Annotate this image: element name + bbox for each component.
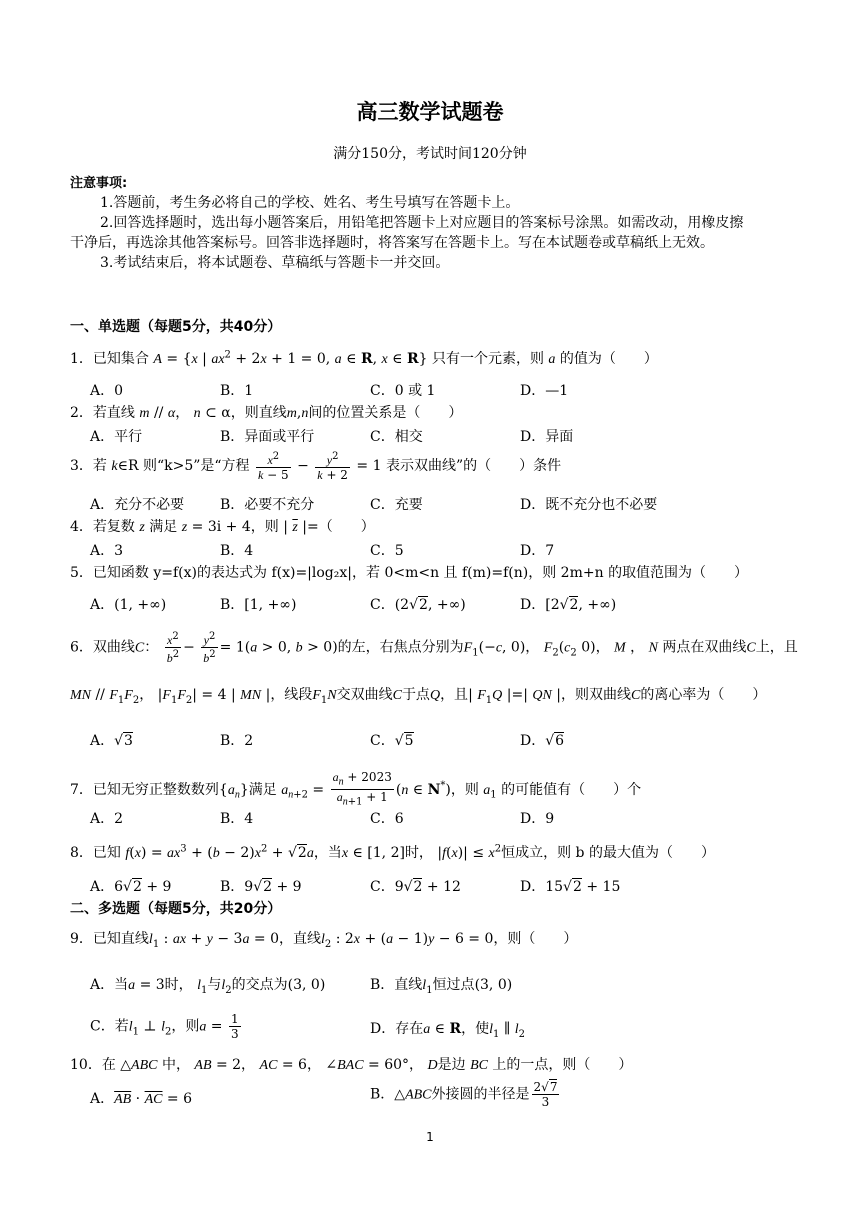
page-number: 1 <box>426 1130 434 1144</box>
q2-option-a: A．平行 <box>90 429 143 445</box>
q5-option-a: A．(1, +∞) <box>90 597 167 613</box>
q9-option-b: B．直线$l_1$恒过点(3, 0) <box>370 977 513 996</box>
notice-item-2: 2.回答选择题时，选出每小题答案后，用铅笔把答题卡上对应题目的答案标号涂黑。如需改动，用橡皮擦 <box>100 215 744 231</box>
q3-option-a: A．充分不必要 <box>90 497 185 513</box>
notice-heading: 注意事项: <box>70 176 128 191</box>
q9-option-a: A．当a = 3时， $l_1$与$l_2$的交点为(3, 0) <box>90 977 326 996</box>
q8-option-b: B．9√2 + 9 <box>220 879 302 895</box>
q7-option-a: A．2 <box>90 811 124 827</box>
q2-option-b: B．异面或平行 <box>220 429 315 445</box>
question-7: 7．已知无穷正整数数列$\{a_n\}$满足 $a_{n+2}$ = $\frac{a_n + 2023}{a_{n+1} + 1}$ (n ∈ N*)，则 $a_1$ 的可能值有（ ）个 <box>70 770 642 808</box>
q7-option-d: D．9 <box>520 811 555 827</box>
q6-option-b: B．2 <box>220 733 254 749</box>
q5-option-b: B．[1, +∞) <box>220 597 297 613</box>
q7-option-b: B．4 <box>220 811 254 827</box>
notice-item-2-cont: 干净后，再选涂其他答案标号。回答非选择题时，将答案写在答题卡上。写在本试题卷或草稿纸上无效。 <box>70 235 714 251</box>
q6-option-a: A．√3 <box>90 733 133 749</box>
q4-option-d: D．7 <box>520 543 555 559</box>
q2-option-c: C．相交 <box>370 429 423 445</box>
question-6: 6．双曲线C： $\frac{x^2}{b^2}$ − $\frac{y^2}{b^2}$ = 1(a > 0, b > 0)的左，右焦点分别为$F_1(-c$, 0)， $F_2(c_2$ 0)， M ， N 两点在双曲线C上，且 <box>70 631 798 665</box>
question-3: 3．若 k∈R 则“k>5”是“方程 $\frac{x^2}{k - 5}$ − $\frac{y^2}{k + 2}$ = 1 表示双曲线”的（ ）条件 <box>70 451 562 482</box>
q6-option-d: D．√6 <box>520 733 565 749</box>
question-2: 2．若直线 m // α， n ⊂ α，则直线m,n间的位置关系是（ ） <box>70 405 463 421</box>
q1-option-c: C．0 或 1 <box>370 383 436 399</box>
exam-info: 满分150分，考试时间120分钟 <box>333 146 527 162</box>
q9-option-c: C．若$l_1$ ⊥ $l_2$，则a = $\frac{1}{3}$ <box>90 1012 239 1041</box>
question-8: 8．已知 $f(x) = ax^3 + (b - 2)x^2 + √2a$，当x ∈ [1, 2]时， $|f(x)| \le x^2$恒成立，则 b 的最大值为（ ） <box>70 843 715 861</box>
q7-option-c: C．6 <box>370 811 404 827</box>
q8-option-d: D．15√2 + 15 <box>520 879 621 895</box>
q6-option-c: C．√5 <box>370 733 414 749</box>
q10-option-a: A．$\overline{AB} \cdot \overline{AC} = 6$ <box>90 1091 193 1107</box>
section-multi-choice: 二、多选题（每题5分，共20分） <box>70 901 282 917</box>
question-1: 1．已知集合 A = {x | $ax^2 + 2x + 1 = 0$, a ∈ R, x ∈ R} 只有一个元素，则 a 的值为（ ） <box>70 349 658 367</box>
question-10: 10．在 △ABC 中， AB = 2， AC = 6， ∠BAC = 60°， D是边 BC 上的一点，则（ ） <box>70 1057 633 1073</box>
q5-option-c: C．(2√2, +∞) <box>370 597 466 613</box>
q4-option-c: C．5 <box>370 543 404 559</box>
question-6-line-2: MN // $F_1F_2$， $|F_1F_2| = 4$ | MN |，线段$F_1N$交双曲线C于点Q，且| $F_1Q$ |=| QN |，则双曲线C的离心率为（ ） <box>70 687 767 706</box>
q1-option-a: A．0 <box>90 383 124 399</box>
notice-item-3: 3.考试结束后，将本试题卷、草稿纸与答题卡一并交回。 <box>100 255 450 271</box>
q2-option-d: D．异面 <box>520 429 574 445</box>
q8-option-c: C．9√2 + 12 <box>370 879 461 895</box>
q4-option-b: B．4 <box>220 543 254 559</box>
q4-option-a: A．3 <box>90 543 124 559</box>
q10-option-b: B．△ABC外接圆的半径是 $\frac{2√7}{3}$ <box>370 1080 558 1109</box>
q1-option-b: B．1 <box>220 383 254 399</box>
page-title: 高三数学试题卷 <box>356 100 504 124</box>
q5-option-d: D．[2√2, +∞) <box>520 597 617 613</box>
q3-option-d: D．既不充分也不必要 <box>520 497 658 513</box>
notice-item-1: 1.答题前，考生务必将自己的学校、姓名、考生号填写在答题卡上。 <box>100 195 520 211</box>
question-9: 9．已知直线$l_1$ : ax + y − 3a = 0，直线$l_2$ : 2x + (a − 1)y − 6 = 0，则（ ） <box>70 931 578 950</box>
q8-option-a: A．6√2 + 9 <box>90 879 172 895</box>
q3-option-c: C．充要 <box>370 497 423 513</box>
question-4: 4．若复数 z 满足 z = 3i + 4，则 | $\overline{z}$ |=（ ） <box>70 519 375 535</box>
q3-option-b: B．必要不充分 <box>220 497 315 513</box>
section-single-choice: 一、单选题（每题5分，共40分） <box>70 319 282 335</box>
q9-option-d: D．存在a ∈ R，使$l_1$ ∥ $l_2$ <box>370 1021 526 1040</box>
q1-option-d: D．—1 <box>520 383 569 399</box>
question-5: 5．已知函数 y=f(x)的表达式为 f(x)=|log₂x|，若 0<m<n 且 f(m)=f(n)，则 2m+n 的取值范围为（ ） <box>70 565 749 581</box>
